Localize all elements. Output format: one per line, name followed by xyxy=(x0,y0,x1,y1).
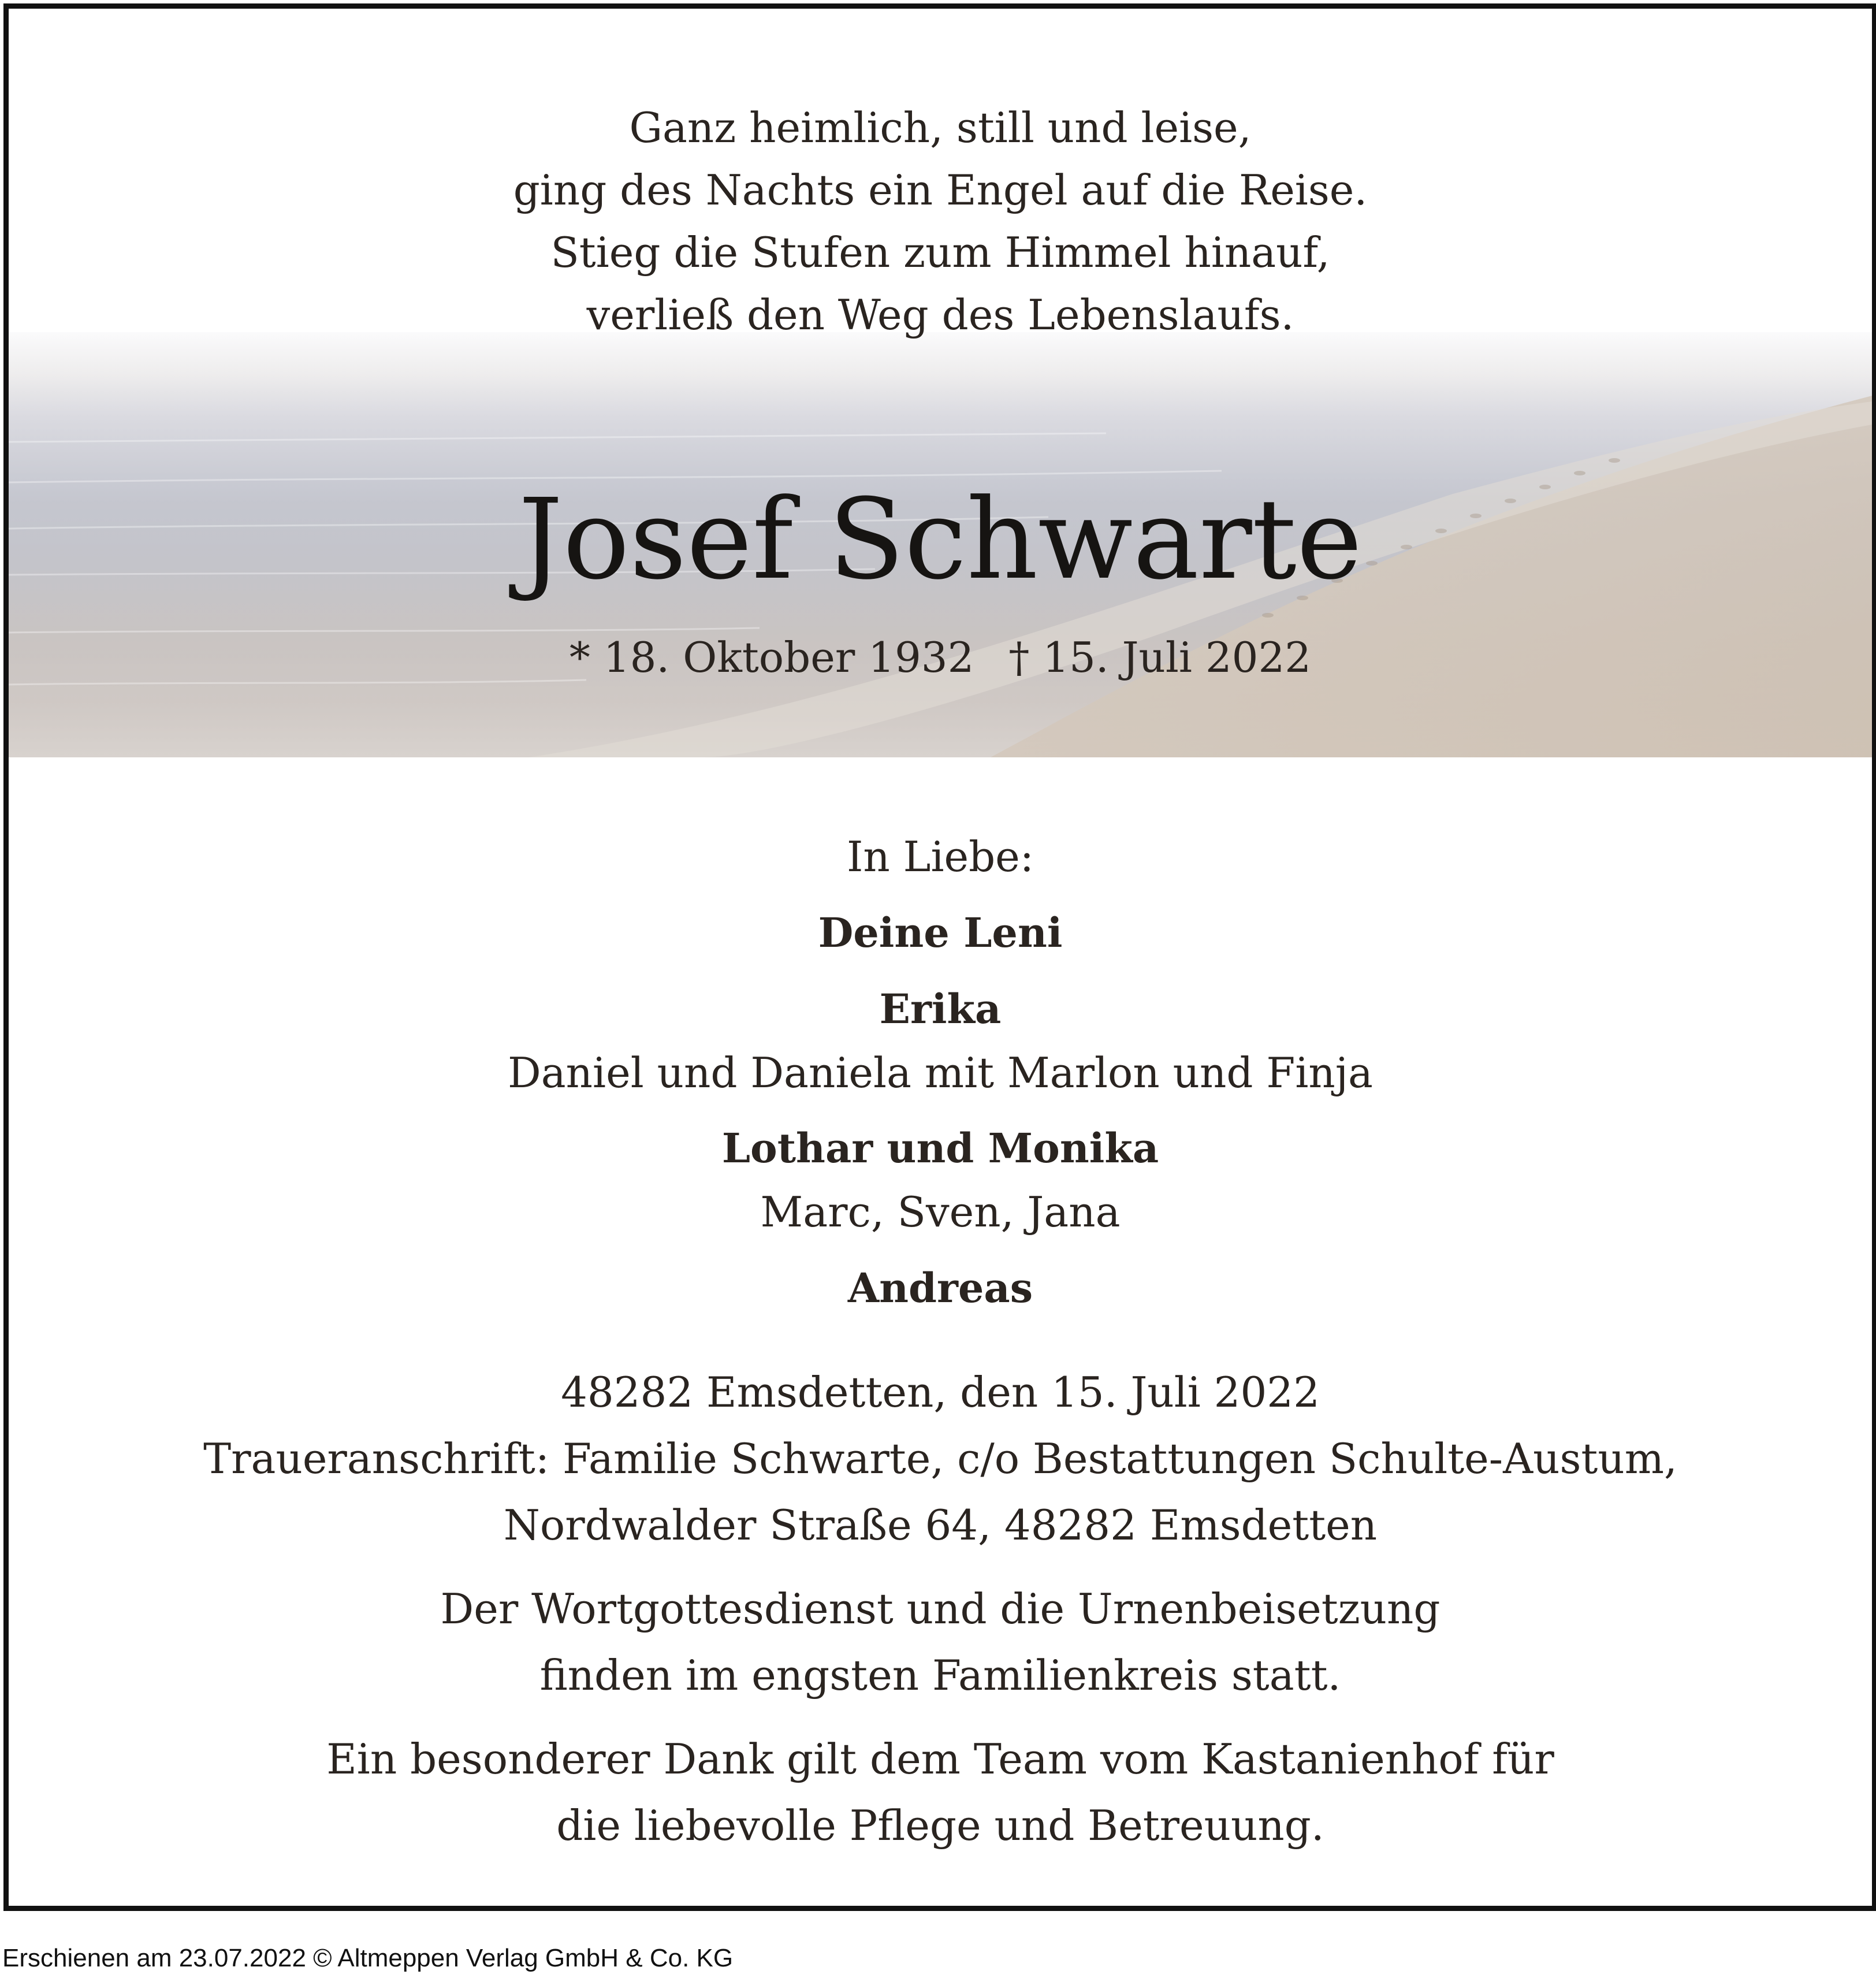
birth-date: * 18. Oktober 1932 xyxy=(569,633,974,682)
death-date: † 15. Juli 2022 xyxy=(1008,633,1312,682)
place-date: 48282 Emsdetten, den 15. Juli 2022 xyxy=(561,1368,1320,1416)
poem xyxy=(9,96,1872,346)
life-dates xyxy=(9,631,1872,683)
thanks-line: die liebevolle Pflege und Betreuung. xyxy=(556,1801,1324,1850)
mourner-name: Lothar und Monika xyxy=(721,1124,1159,1172)
deceased-name: Josef Schwarte xyxy=(518,475,1363,604)
mourning-address-line: Nordwalder Straße 64, 48282 Emsdetten xyxy=(503,1501,1378,1549)
mourner-family: Daniel und Daniela mit Marlon und Finja xyxy=(508,1049,1373,1097)
poem-line: ging des Nachts ein Engel auf die Reise. xyxy=(513,166,1368,214)
service-info-line: Der Wortgottesdienst und die Urnenbeisetzung xyxy=(440,1585,1440,1633)
mourning-address-line: Traueranschrift: Familie Schwarte, c/o Bestattungen Schulte-Austum, xyxy=(203,1434,1677,1483)
mourner-name: Andreas xyxy=(847,1264,1033,1312)
service-info-line: finden im engsten Familienkreis statt. xyxy=(539,1651,1341,1700)
publication-footer: Erschienen am 23.07.2022 © Altmeppen Verlag GmbH & Co. KG xyxy=(2,1944,734,1972)
mourner-name: Erika xyxy=(879,985,1002,1033)
thanks-line: Ein besonderer Dank gilt dem Team vom Kastanienhof für xyxy=(326,1735,1554,1783)
mourner-name: Deine Leni xyxy=(818,909,1063,957)
poem-line: Stieg die Stufen zum Himmel hinauf, xyxy=(550,228,1330,277)
obituary-frame xyxy=(3,3,1876,1911)
mourner-family: Marc, Sven, Jana xyxy=(760,1188,1121,1236)
mourners-intro: In Liebe: xyxy=(846,832,1034,881)
poem-line: verließ den Weg des Lebenslaufs. xyxy=(586,291,1294,339)
poem-line: Ganz heimlich, still und leise, xyxy=(629,103,1252,152)
